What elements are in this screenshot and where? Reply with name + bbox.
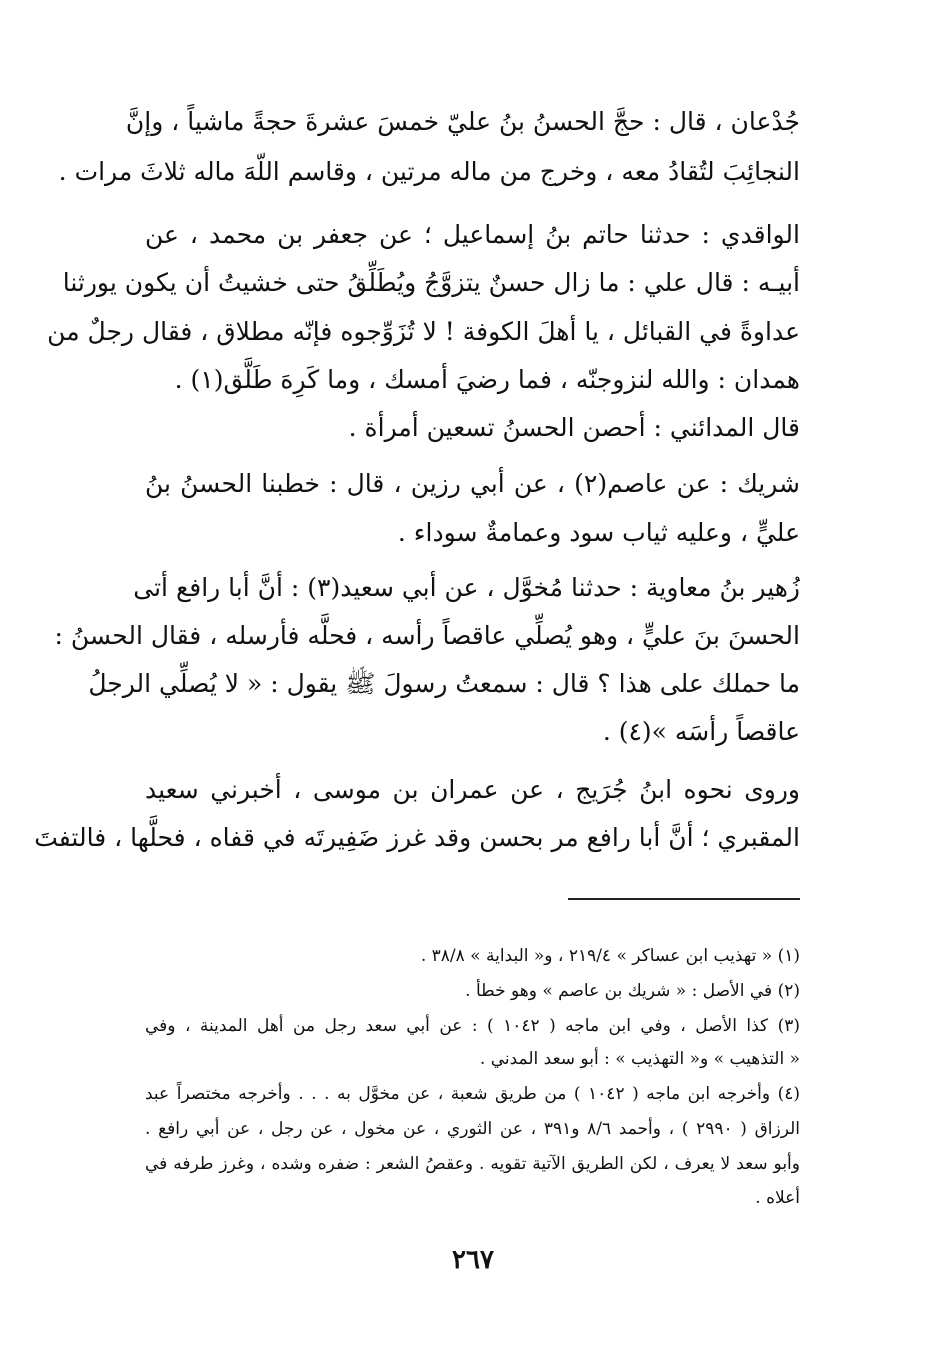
footnote-line: (٤) وأخرجه ابن ماجه ( ١٠٤٢ ) من طريق شعبة ، عن مخوَّل به . . . وأخرجه مختصراً عبد	[145, 1084, 800, 1104]
main-line: ما حملك على هذا ؟ قال : سمعتُ رسولَ ﷺ يقول : « لا يُصلِّي الرجلُ	[88, 669, 800, 698]
main-line: وروى نحوه ابنُ جُرَيج ، عن عمران بن موسى ، أخبرني سعيد	[145, 775, 800, 804]
main-line: عاقصاً رأسَه »(٤) .	[602, 717, 800, 746]
footnote-line: (٢) في الأصل : « شريك بن عاصم » وهو خطأ .	[465, 981, 800, 1001]
footnote-line: (١) « تهذيب ابن عساكر » ٢١٩/٤ ، و« البداية » ٣٨/٨ .	[420, 946, 800, 966]
main-line: الواقدي : حدثنا حاتم بنُ إسماعيل ؛ عن جعفر بن محمد ، عن	[145, 220, 800, 249]
footnote-line: وأبو سعد لا يعرف ، لكن الطريق الآتية تقويه . وعقصُ الشعر : ضفره وشده ، وغرز طرفه في	[145, 1154, 800, 1174]
main-line: زُهير بنُ معاوية : حدثنا مُخوَّل ، عن أبي سعيد(٣) : أنَّ أبا رافع أتى	[133, 573, 800, 602]
main-line: الحسنَ بنَ عليٍّ ، وهو يُصلِّي عاقصاً رأسه ، فحلَّه فأرسله ، فقال الحسنُ :	[54, 621, 800, 650]
main-line: شريك : عن عاصم(٢) ، عن أبي رزين ، قال : خطبنا الحسنُ بنُ	[145, 469, 800, 498]
main-line: النجائِبَ لتُقادُ معه ، وخرج من ماله مرتين ، وقاسم اللّهَ ماله ثلاثَ مرات .	[58, 157, 800, 186]
page-number: ٢٦٧	[452, 1245, 494, 1275]
main-line: همدان : والله لنزوجنّه ، فما رضيَ أمسك ، وما كَرِهَ طَلَّق(١) .	[174, 365, 800, 394]
main-line: أبيـه : قال علي : ما زال حسنٌ يتزوَّجُ ويُطَلِّقُ حتى خشيتُ أن يكون يورثنا	[62, 268, 800, 297]
main-line: جُدْعان ، قال : حجَّ الحسنُ بنُ عليّ خمسَ عشرةَ حجةً ماشياً ، وإنَّ	[125, 107, 800, 136]
footnote-line: « التذهيب » و« التهذيب » : أبو سعد المدني .	[479, 1049, 800, 1069]
footnote-line: (٣) كذا الأصل ، وفي ابن ماجه ( ١٠٤٢ ) : عن أبي سعد رجل من أهل المدينة ، وفي	[145, 1016, 800, 1036]
footnote-line: الرزاق ( ٢٩٩٠ ) ، وأحمد ٨/٦ و٣٩١ ، عن الثوري ، عن مخول ، عن رجل ، عن أبي رافع .	[145, 1119, 800, 1139]
main-line: المقبري ؛ أنَّ أبا رافع مر بحسن وقد غرز ضَفِيرتَه في قفاه ، فحلَّها ، فالتفتَ	[34, 823, 800, 852]
main-line: قال المدائني : أحصن الحسنُ تسعين أمرأة .	[348, 413, 800, 442]
footnote-separator	[568, 898, 800, 900]
footnote-line: أعلاه .	[755, 1188, 800, 1208]
main-line: عداوةً في القبائل ، يا أهلَ الكوفة ! لا تُزَوِّجوه فإنّه مطلاق ، فقال رجلٌ من	[47, 317, 800, 346]
main-line: عليٍّ ، وعليه ثياب سود وعمامةٌ سوداء .	[397, 518, 800, 547]
